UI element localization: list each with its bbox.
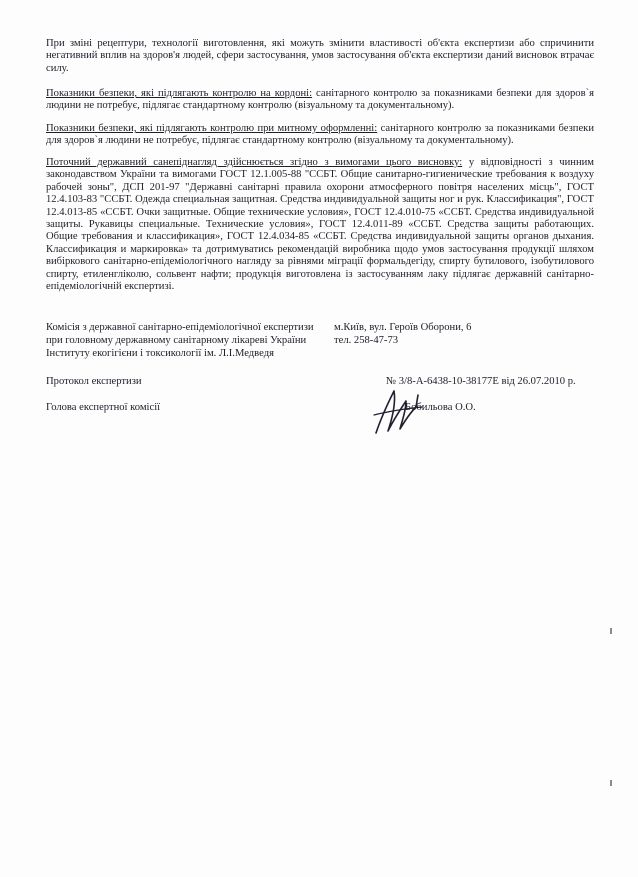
head-of-commission-name: Бобильова О.О.: [405, 402, 476, 413]
customs-control-heading: Показники безпеки, які підлягають контролю при митному оформленні:: [46, 123, 378, 134]
head-of-commission-label: Голова експертної комісії: [46, 402, 161, 413]
commission-line-1: Комісія з державної санітарно-епідеміологічної експертизи: [46, 322, 314, 333]
protocol-label: Протокол експертизи: [46, 376, 142, 387]
protocol-number: № 3/8-А-6438-10-38177Е від 26.07.2010 р.: [386, 376, 576, 387]
supervision-text-recommendations: та дотримуватись рекомендацій виробника щодо умов застосування продукції шляхом вибіркового санітарно-епідеміологічного нагляду за рівнями міграції формальдегіду, спирту бутилового, ізобутилового спирту, етиленгліколю, сольвент нафти; продукція виготовлена із застосуванням лаку підлягає державній санітарно-епідеміологічній експертизі.: [46, 243, 594, 293]
scan-mark: [610, 628, 612, 634]
supervision-heading: Поточний державний санепіднагляд здійснюється згідно з вимогами цього висновку:: [46, 157, 463, 168]
commission-phone: тел. 258-47-73: [334, 335, 399, 346]
commission-address: м.Київ, вул. Героїв Оборони, 6: [334, 322, 472, 333]
border-control-heading: Показники безпеки, які підлягають контролю на кордоні:: [46, 88, 313, 99]
validity-text: При зміні рецептури, технології виготовлення, які можуть змінити властивості об'єкта експертизи або спричинити негативний вплив на здоров'я людей, сфери застосування, умов застосування об'єкта експертизи даний висновок втрачає силу.: [46, 38, 594, 74]
customs-control-text: санітарного контролю за показниками безпеки для здоров`я людини не потребує, підлягає стандартному контролю (візуальному та документальному).: [46, 123, 594, 147]
commission-line-3: Інституту екогігієни і токсикології ім. Л.І.Медведя: [46, 348, 274, 359]
border-control-text: санітарного контролю за показниками безпеки для здоров`я людини не потребує, підлягає стандартному контролю (візуальному та документальному).: [46, 88, 594, 112]
customs-control-paragraph: [46, 123, 594, 148]
scan-mark: [610, 780, 612, 786]
border-control-paragraph: [46, 88, 594, 113]
supervision-text-standards: у відповідності з чинним законодавством України та вимогами ГОСТ 12.1.005-88 "ССБТ. Общие санитарно-гигиенические требования к воздуху рабочей зоны", ДСП 201-97 "Державні санітарні правила охорони атмосферного повітря населених місць", ГОСТ 12.4.103-83 "ССБТ. Одежда специальная защитная. Средства индивидуальной защиты ног и рук. Классификация", ГОСТ 12.4.013-85 «ССБТ. Очки защитные. Общие технические условия», ГОСТ 12.4.010-75 «ССБТ. Средства индивидуальной защиты. Рукавицы специальные. Технические условия», ГОСТ 12.4.011-89 «ССБТ. Средства защиты работающих. Общие требования и классификация», ГОСТ 12.4.034-85 «ССБТ. Средства индивидуальной защиты органов дыхания. Классификация и маркировка»: [46, 157, 594, 255]
supervision-paragraph: [46, 157, 594, 293]
handwritten-signature-icon: [372, 385, 428, 445]
validity-paragraph: [46, 38, 594, 75]
commission-line-2: при головному державному санітарному лікареві України: [46, 335, 307, 346]
